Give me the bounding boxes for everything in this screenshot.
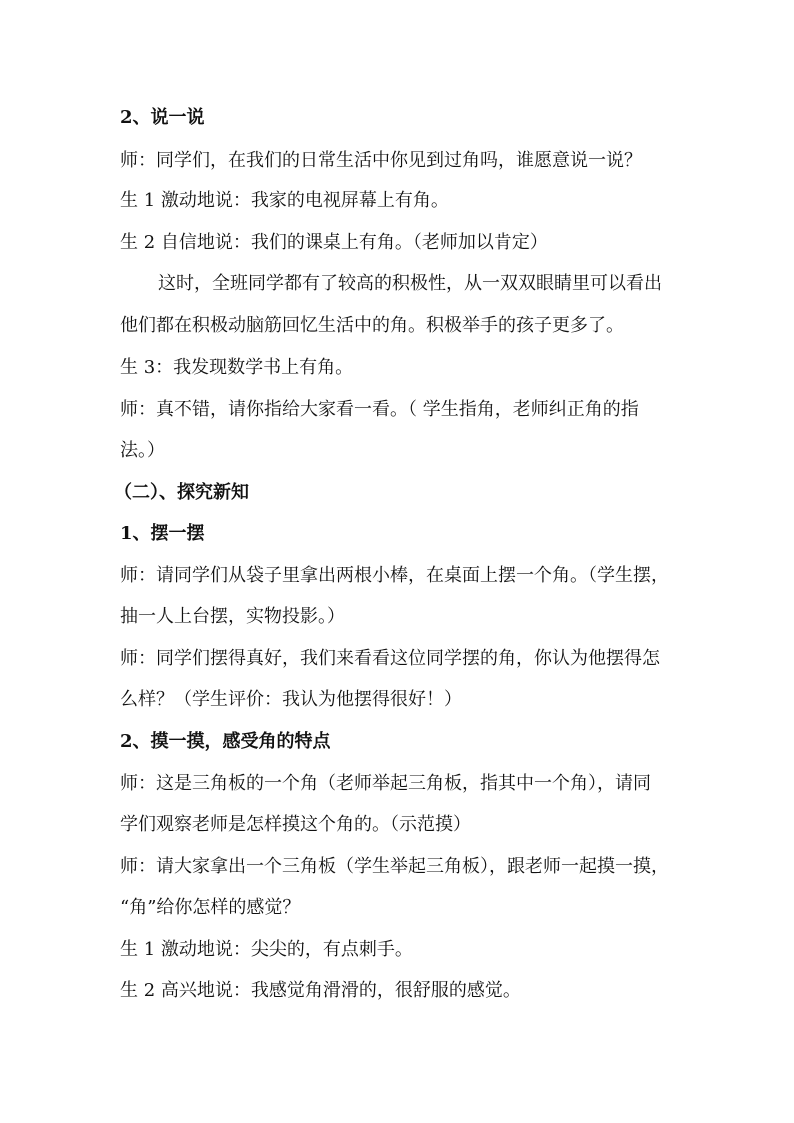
paragraph-line: 师：这是三角板的一个角（老师举起三角板，指其中一个角），请同 bbox=[120, 773, 651, 794]
heading-say: 2、说一说 bbox=[120, 107, 205, 128]
paragraph-line: 法。） bbox=[120, 440, 165, 461]
paragraph-line: 生 1 激动地说：我家的电视屏幕上有角。 bbox=[120, 190, 449, 211]
paragraph-line: 师：同学们摆得真好，我们来看看这位同学摆的角，你认为他摆得怎 bbox=[120, 648, 660, 669]
paragraph-line: “角”给你怎样的感觉？ bbox=[120, 897, 301, 918]
heading-place: 1、摆一摆 bbox=[120, 523, 205, 544]
paragraph-line: 生 2 自信地说：我们的课桌上有角。（老师加以肯定） bbox=[120, 232, 548, 253]
heading-touch: 2、摸一摸，感受角的特点 bbox=[120, 731, 331, 752]
paragraph-line: 师：同学们，在我们的日常生活中你见到过角吗，谁愿意说一说？ bbox=[120, 150, 642, 171]
paragraph-line: 师：请同学们从袋子里拿出两根小棒，在桌面上摆一个角。（学生摆， bbox=[120, 565, 669, 586]
paragraph-line: 他们都在积极动脑筋回忆生活中的角。积极举手的孩子更多了。 bbox=[120, 315, 624, 336]
paragraph-line: 这时，全班同学都有了较高的积极性，从一双双眼睛里可以看出 bbox=[158, 273, 662, 294]
paragraph-line: 生 2 高兴地说：我感觉角滑滑的，很舒服的感觉。 bbox=[120, 980, 521, 1001]
paragraph-line: 生 1 激动地说：尖尖的，有点刺手。 bbox=[120, 939, 413, 960]
section-heading-explore: （二）、探究新知 bbox=[114, 482, 249, 503]
paragraph-line: 生 3：我发现数学书上有角。 bbox=[120, 357, 354, 378]
paragraph-line: 师：真不错，请你指给大家看一看。（ 学生指角，老师纠正角的指 bbox=[120, 399, 639, 420]
paragraph-line: 么样？（学生评价：我认为他摆得很好！） bbox=[120, 689, 462, 710]
paragraph-line: 学们观察老师是怎样摸这个角的。（示范摸） bbox=[120, 814, 471, 835]
paragraph-line: 抽一人上台摆，实物投影。） bbox=[120, 606, 345, 627]
paragraph-line: 师：请大家拿出一个三角板（学生举起三角板），跟老师一起摸一摸， bbox=[120, 856, 669, 877]
